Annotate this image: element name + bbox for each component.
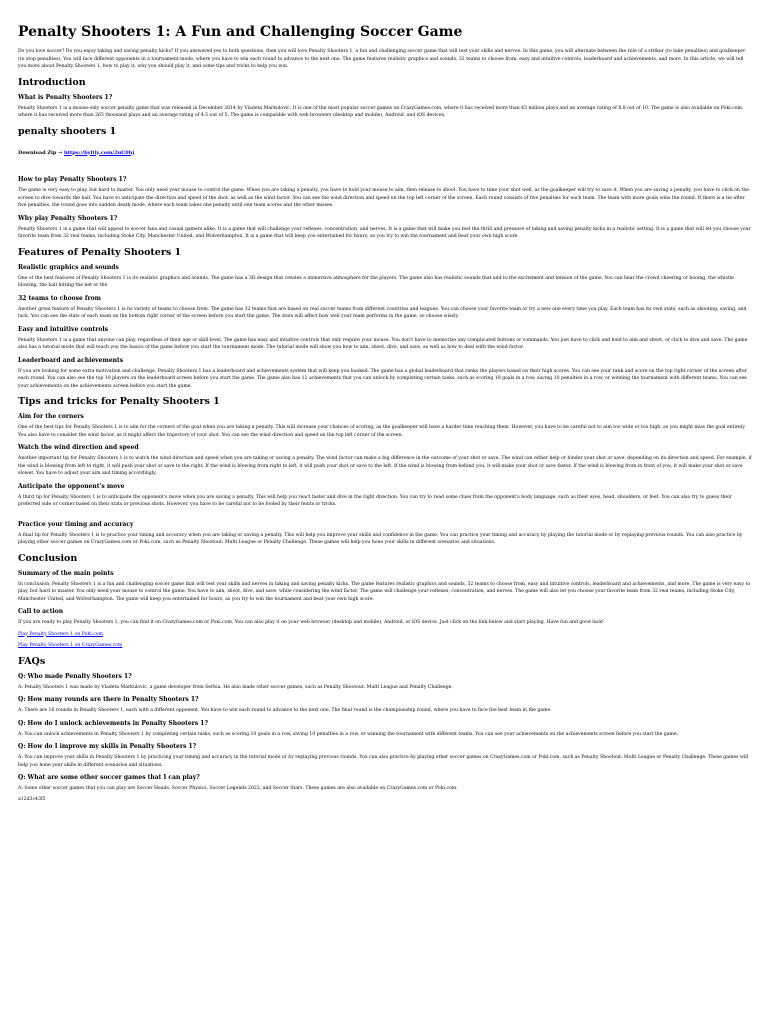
crazygames-link-line [18,642,752,650]
faq-answer-1: A: Penalty Shooters 1 was made by Vladeta Markulovic, a game developer from Serbia. He also made other soccer games, such as Penalty Shootout: Multi League and Penalty Challenge. [18,684,453,690]
faq-answer-4: A: You can improve your skills in Penalty Shooters 1 by practicing your timing and accuracy in the tutorial mode or by replaying previous rounds. You can also practice by playing other soccer games on CrazyGames.com or Poki.com, such as Penalty Shootout: Multi League or Penalty Challenge. These games will help you hone your skills in different scenarios and situations. [18,755,749,768]
cta-heading: Call to action [18,608,64,615]
summary-heading: Summary of the main points [18,569,114,577]
why-play-heading: Why play Penalty Shooters 1? [18,214,118,222]
faq-answer-5: A: Some other soccer games that you can play are Soccer Heads, Soccer Physics, Soccer Legends 2022, and Soccer Stars. These games are also available on CrazyGames.com or Poki.com. [18,786,458,791]
summary-paragraph: In conclusion, Penalty Shooters 1 is a fun and challenging soccer game that will test your skills and nerves in taking and saving penalty kicks. The game features realistic graphics and sounds, 32 teams to choose from, easy and intuitive controls, leaderboard and achievements, and more. The game is very easy to play, but hard to master. You only need your mouse to control the game. You have to aim, shoot, dive, and save, while considering the wind factor. The game will challenge your reflexes, concentration, and nerves. The game will also let you choose your favorite team from 32 real teams, including Stoke City, Manchester United, and Wolverhampton. The game will keep you entertained for hours, as you try to win the tournament and beat your own high score. [18,581,751,602]
faq-answer-2: A: There are 16 rounds in Penalty Shooters 1, each with a different opponent. You have to win each round to advance to the next one. The final round is the championship round, where you have to face the best team in the game. [18,708,552,713]
tips-heading: Tips and tricks for Penalty Shooters 1 [18,396,220,407]
anticipate-heading: Anticipate the opponent's move [18,482,125,490]
leaderboard-heading: Leaderboard and achievements [18,356,124,364]
features-heading: Features of Penalty Shooters 1 [18,246,182,258]
download-prefix: Download Zip → [18,149,65,156]
graphics-paragraph: One of the best features of Penalty Shooters 1 is its realistic graphics and sounds. The game has a 3D design that creates a immersive atmosphere for the players. The game also has realistic sounds that add to the excitement and tension of the game. You can hear the crowd cheering or booing, the whistle blowing, the ball hitting the net or the [18,275,734,288]
what-is-heading: What is Penalty Shooters 1? [18,93,113,101]
controls-heading: Easy and intuitive controls [18,325,109,333]
keyword-heading: penalty shooters 1 [18,125,117,137]
crazygames-link[interactable]: Play Penalty Shooters 1 on CrazyGames.com [18,643,123,648]
cta-paragraph: If you are ready to play Penalty Shooters 1, you can find it on CrazyGames.com or Poki.com. You can also play it on your web browser (desktop and mobile), Android, or iOS device. Just click on the link below and start playing. Have fun and good luck! [18,620,604,625]
faq-question-4: Q: How do I improve my skills in Penalty Shooters 1? [18,743,197,750]
introduction-heading: Introduction [18,76,86,88]
poki-link[interactable]: Play Penalty Shooters 1 on Poki.com [18,631,103,637]
intro-paragraph: Do you love soccer? Do you enjoy taking and saving penalty kicks? If you answered yes to both questions, then you will love Penalty Shooters 1, a fun and challenging soccer game that will test your skills and nerves. In this game, you will alternate between the role of a striker (to take penalties) and goalkeeper (to stop penalties). You will face different opponents in a tournament mode, where you have to win each round to advance to the next one. The game features realistic graphics and sounds, 32 teams to choose from, easy and intuitive controls, leaderboard and achievements, and more. In this article, we will tell you more about Penalty Shooters 1, how to play it, why you should play it, and some tips and tricks to help you win. [18,49,746,69]
anticipate-paragraph: A third tip for Penalty Shooters 1 is to anticipate the opponent's move when you are saving a penalty. This will help you react faster and dive in the right direction. You can try to read some clues from the opponent's body language, such as their eyes, head, shoulders, or feet. You can also try to guess their preferred side or corner based on their stats or previous shots. However, you have to be careful not to be fooled by their feints or tricks. [18,494,732,507]
wind-heading: Watch the wind direction and speed [18,444,139,451]
teams-heading: 32 teams to choose from [18,294,101,302]
faq-question-2: Q: How many rounds are there in Penalty Shooters 1? [18,696,199,703]
poki-link-line [18,631,752,639]
controls-paragraph: Penalty Shooters 1 is a game that anyone can play, regardless of their age or skill level. The game has easy and intuitive controls that only require your mouse. You don't have to memorize any complicated buttons or commands. You just have to click and hold to aim and shoot, or click to dive and save. The game also has a tutorial mode that will teach you the basics of the game before you start the tournament mode. The tutorial mode will show you how to aim, shoot, dive, and save, as well as how to deal with the wind factor. [18,337,748,350]
corners-paragraph: One of the best tips for Penalty Shooters 1 is to aim for the corners of the goal when you are taking a penalty. This will increase your chances of scoring, as the goalkeeper will have a harder time reaching them. However, you have to be careful not to aim too wide or too high, as you might miss the goal entirely. You also have to consider the wind factor, as it might affect the trajectory of your shot. You can see the wind direction and speed on the top left corner of the screen. [18,425,746,438]
teams-paragraph: Another great feature of Penalty Shooters 1 is its variety of teams to choose from. The game has 32 teams that are based on real soccer teams from different countries and leagues. You can choose your favorite team or try a new one every time you play. Each team has its own stats, such as shooting, saving, and luck. You can see the stats of each team on the bottom right corner of the screen before you start the game. The stats will affect how well your team performs in the game, so choose wisely. [18,306,747,319]
conclusion-heading: Conclusion [18,552,78,564]
footer-code: a12d3c43f5 [18,796,46,802]
faq-question-1: Q: Who made Penalty Shooters 1? [18,672,132,680]
practice-heading: Practice your timing and accuracy [18,520,134,528]
how-to-play-paragraph: The game is very easy to play, but hard to master. You only need your mouse to control the game. When you are taking a penalty, you have to hold your mouse to aim, then release to shoot. You have to time your shot well, as the goalkeeper will try to save it. When you are saving a penalty, you have to click on the screen to dive towards the ball. You have to anticipate the direction and speed of the shot, as well as the wind factor. You can see the wind direction and speed on the top left corner of the screen. Each round consists of five penalties for each team. The team with more goals wins the round. If there is a tie after five penalties, the round goes into sudden death mode, where each team takes one penalty until one team scores and the other misses. [18,188,749,208]
how-to-play-heading: How to play Penalty Shooters 1? [18,176,127,183]
spacer [18,512,752,516]
download-link[interactable]: https://byltly.com/2uC0hj [64,149,135,156]
corners-heading: Aim for the corners [18,413,84,420]
faq-question-5: Q: What are some other soccer games that I can play? [18,774,200,781]
leaderboard-paragraph: If you are looking for some extra motivation and challenge, Penalty Shooters 1 has a leaderboard and achievements system that will keep you hooked. The game has a global leaderboard that ranks the players based on their high scores. You can see your rank and score on the top right corner of the screen after each round. You can also see the top 10 players on the leaderboard screen before you start the game. The game also has 12 achievements that you can unlock by completing certain tasks, such as scoring 10 goals in a row, saving 10 penalties in a row, or winning the tournament with different teams. You can see your achievements on the achievements screen before you start the game. [18,368,747,389]
why-play-paragraph: Penalty Shooters 1 is a game that will appeal to soccer fans and casual gamers alike. It is a game that will challenge your reflexes, concentration, and nerves. It is a game that will make you feel the thrill and pressure of taking and saving penalty kicks in a realistic setting. It is a game that will let you choose your favorite team from 32 real teams, including Stoke City, Manchester United, and Wolverhampton. It is a game that will keep you entertained for hours, as you try to win the tournament and beat your own high score. [18,226,751,239]
faqs-heading: FAQs [18,655,46,667]
practice-paragraph: A final tip for Penalty Shooters 1 is to practice your timing and accuracy when you are taking or saving a penalty. This will help you improve your skills and confidence in the game. You can practice your timing and accuracy by playing the tutorial mode or by replaying previous rounds. You can also practice by playing other soccer games on CrazyGames.com or Poki.com, such as Penalty Shootout: Multi League or Penalty Challenge. These games will help you hone your skills in different scenarios and situations. [18,532,743,545]
graphics-heading: Realistic graphics and sounds [18,263,119,271]
wind-paragraph: Another important tip for Penalty Shooters 1 is to watch the wind direction and speed when you are taking or saving a penalty. The wind factor can make a big difference in the outcome of your shot or save. The wind can either help or hinder your shot or save, depending on its direction and speed. For example, if the wind is blowing from left to right, it will push your shot or save to the right. If the wind is blowing from right to left, it will push your shot or save to the left. If the wind is blowing from behind you, it will make your shot or save faster. If the wind is blowing from in front of you, it will make your shot or save slower. You have to adjust your aim and timing accordingly. [18,456,752,476]
faq-question-3: Q: How do I unlock achievements in Penalty Shooters 1? [18,719,208,727]
faq-answer-3: A: You can unlock achievements in Penalty Shooters 1 by completing certain tasks, such as scoring 10 goals in a row, saving 10 penalties in a row, or winning the tournament with different teams. You can see your achievements on the achievements screen before you start the game. [18,731,679,737]
page-title: Penalty Shooters 1: A Fun and Challenging Soccer Game [18,24,463,40]
what-is-paragraph: Penalty Shooters 1 is a mouse-only soccer penalty game that was released in December 2014 by Vladeta Markulovic. It is one of the most popular soccer games on CrazyGames.com, where it has received more than 43 million plays and an average rating of 8.8 out of 10. The game is also available on Poki.com, where it has received more than 265 thousand plays and an average rating of 4.5 out of 5. The game is compatible with web browsers (desktop and mobile), Android, and iOS devices. [18,105,744,118]
download-line [18,150,752,158]
